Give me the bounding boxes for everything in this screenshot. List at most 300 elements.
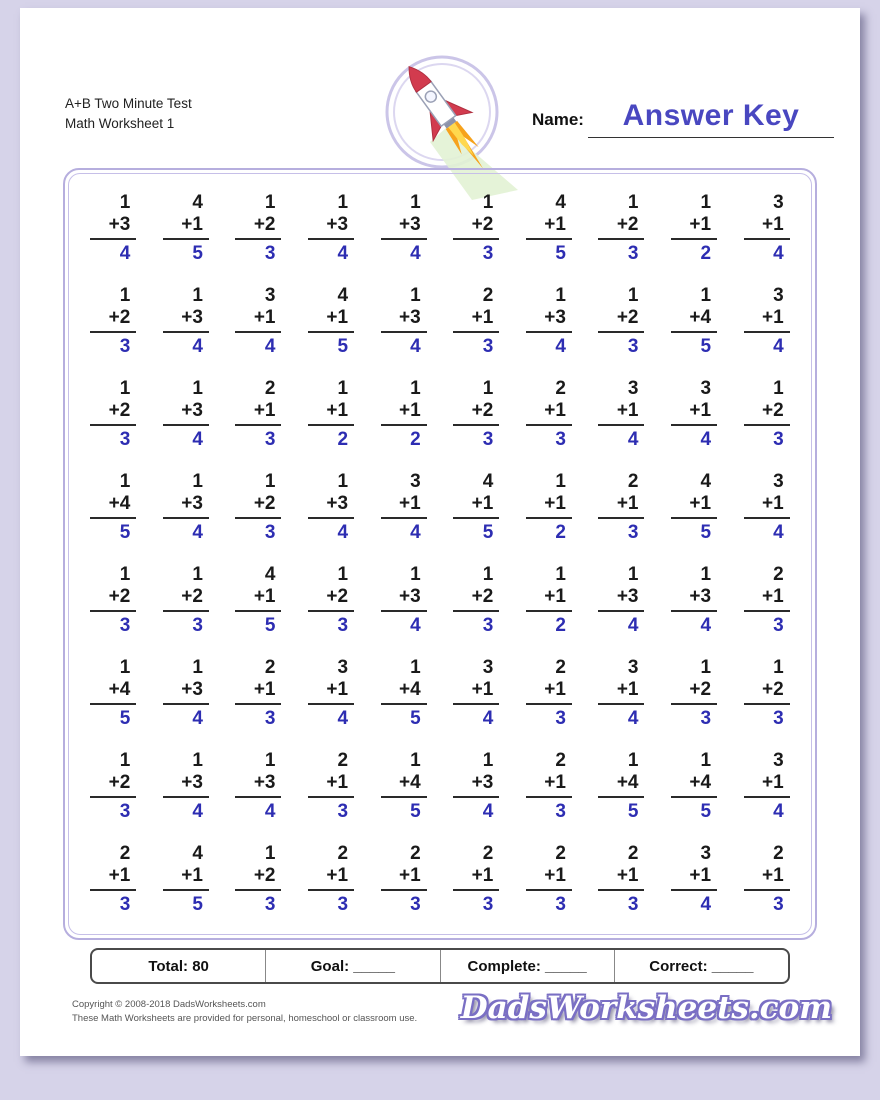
problem-top-operand: 1 [773,378,784,399]
problem-bottom-operand: +1 [671,214,717,240]
problem-bottom-operand: +2 [90,586,136,612]
problem-top-operand: 1 [119,471,131,492]
problem-cell [744,843,790,916]
problem-answer: 5 [700,522,712,543]
problem-cell [163,750,209,823]
problem-bottom-operand: +3 [163,400,209,426]
problem-bottom-operand: +1 [671,865,717,891]
problem-top-operand: 3 [773,750,784,771]
problem-top-operand: 1 [410,378,421,399]
problem-answer: 3 [555,708,566,729]
problem-bottom-operand: +2 [90,307,136,333]
problem-bottom-operand: +2 [453,400,499,426]
problem-bottom-operand: +3 [163,493,209,519]
problem-answer: 3 [119,615,131,636]
problem-top-operand: 2 [337,750,349,771]
problem-top-operand: 4 [555,192,566,213]
problem-cell [526,285,572,358]
problem-cell [163,657,209,730]
worksheet-page [20,8,860,1056]
problem-bottom-operand: +3 [163,679,209,705]
problem-answer: 3 [482,894,494,915]
problem-top-operand: 2 [264,378,276,399]
problem-answer: 3 [119,801,131,822]
problem-top-operand: 3 [337,657,349,678]
correct-cell: Correct: _____ [649,957,754,975]
problem-answer: 3 [264,243,276,264]
problem-bottom-operand: +1 [598,865,644,891]
problem-bottom-operand: +1 [671,493,717,519]
problem-top-operand: 3 [627,657,639,678]
problem-top-operand: 1 [264,750,276,771]
problem-bottom-operand: +2 [163,586,209,612]
problem-answer: 4 [410,615,421,636]
problem-top-operand: 1 [192,564,203,585]
problem-bottom-operand: +1 [308,772,354,798]
problem-cell [235,750,281,823]
problem-top-operand: 1 [119,564,131,585]
problem-cell [308,285,354,358]
problem-cell [453,657,499,730]
problem-top-operand: 1 [119,285,131,306]
problem-cell [453,285,499,358]
problem-top-operand: 1 [337,192,349,213]
problem-answer: 4 [192,336,203,357]
problem-top-operand: 4 [337,285,349,306]
problem-bottom-operand: +1 [453,865,499,891]
problem-answer: 5 [482,522,494,543]
problem-cell [671,750,717,823]
problem-answer: 2 [700,243,712,264]
problem-answer: 3 [119,429,131,450]
problem-answer: 4 [555,336,566,357]
complete-cell: Complete: _____ [441,950,615,982]
copyright-text: Copyright © 2008-2018 DadsWorksheets.com [72,999,266,1010]
problem-answer: 5 [627,801,639,822]
problem-answer: 3 [555,429,566,450]
problem-answer: 4 [700,615,712,636]
problem-top-operand: 1 [482,192,494,213]
problem-answer: 3 [773,894,784,915]
problem-bottom-operand: +3 [381,214,427,240]
problem-answer: 4 [482,708,494,729]
problem-answer: 5 [337,336,349,357]
problem-answer: 2 [410,429,421,450]
problem-top-operand: 2 [773,564,784,585]
problem-answer: 3 [410,894,421,915]
problem-cell [526,750,572,823]
problem-bottom-operand: +1 [744,307,790,333]
problem-cell [308,750,354,823]
problem-cell [235,192,281,265]
problem-top-operand: 3 [410,471,421,492]
problem-bottom-operand: +1 [90,865,136,891]
problem-bottom-operand: +2 [453,586,499,612]
problem-top-operand: 1 [119,750,131,771]
problem-top-operand: 2 [555,378,566,399]
problem-top-operand: 1 [700,750,712,771]
problem-answer: 3 [264,894,276,915]
problem-top-operand: 1 [192,378,203,399]
problem-bottom-operand: +1 [744,865,790,891]
problem-top-operand: 3 [627,378,639,399]
problem-top-operand: 3 [700,378,712,399]
problem-top-operand: 4 [192,843,203,864]
problem-top-operand: 1 [192,471,203,492]
problem-bottom-operand: +4 [90,679,136,705]
problem-bottom-operand: +2 [90,400,136,426]
problem-answer: 4 [773,243,784,264]
problem-top-operand: 1 [264,192,276,213]
problem-top-operand: 1 [119,378,131,399]
problem-answer: 4 [192,801,203,822]
problem-cell [381,564,427,637]
problem-bottom-operand: +1 [235,400,281,426]
problem-top-operand: 1 [627,750,639,771]
license-text: These Math Worksheets are provided for personal, homeschool or classroom use. [72,1013,418,1024]
problem-bottom-operand: +2 [453,214,499,240]
problem-bottom-operand: +1 [235,586,281,612]
problem-bottom-operand: +3 [308,214,354,240]
problem-bottom-operand: +2 [308,586,354,612]
problem-top-operand: 1 [555,471,566,492]
problem-bottom-operand: +1 [308,679,354,705]
problem-bottom-operand: +4 [381,679,427,705]
problem-answer: 3 [337,801,349,822]
problem-top-operand: 4 [482,471,494,492]
problem-top-operand: 1 [700,192,712,213]
problem-answer: 3 [337,894,349,915]
problem-answer: 4 [119,243,131,264]
problem-top-operand: 1 [700,657,712,678]
problem-answer: 5 [700,801,712,822]
problem-bottom-operand: +3 [526,307,572,333]
problem-cell [744,285,790,358]
problem-cell [235,378,281,451]
problem-bottom-operand: +2 [235,493,281,519]
problem-bottom-operand: +1 [744,493,790,519]
problem-top-operand: 1 [410,564,421,585]
problem-top-operand: 1 [264,471,276,492]
problem-cell [308,564,354,637]
problem-answer: 5 [700,336,712,357]
worksheet-title-line1: A+B Two Minute Test [65,96,192,111]
problem-bottom-operand: +1 [381,493,427,519]
problem-answer: 3 [482,243,494,264]
problem-bottom-operand: +1 [308,865,354,891]
problem-cell [671,657,717,730]
problem-cell [235,843,281,916]
problem-cell [90,471,136,544]
problem-answer: 3 [119,336,131,357]
problem-bottom-operand: +4 [381,772,427,798]
worksheet-title [65,94,192,134]
footer-fine-print [72,998,417,1026]
problem-top-operand: 1 [264,843,276,864]
problem-answer: 2 [337,429,349,450]
problem-cell [90,192,136,265]
problem-cell [308,192,354,265]
problem-cell [163,471,209,544]
problem-top-operand: 3 [773,285,784,306]
problem-top-operand: 1 [337,564,349,585]
problem-cell [163,564,209,637]
goal-cell: Goal: _____ [266,950,440,982]
problem-top-operand: 1 [482,564,494,585]
problem-answer: 3 [700,708,712,729]
problem-bottom-operand: +1 [308,307,354,333]
problem-top-operand: 4 [700,471,712,492]
problem-top-operand: 1 [410,750,421,771]
problem-cell [744,750,790,823]
problem-answer: 4 [773,336,784,357]
problem-answer: 3 [627,336,639,357]
problem-cell [453,192,499,265]
problem-bottom-operand: +1 [453,307,499,333]
problem-bottom-operand: +3 [308,493,354,519]
problem-cell [671,471,717,544]
problem-cell [453,843,499,916]
problem-cell [744,657,790,730]
problem-answer: 3 [337,615,349,636]
problem-top-operand: 1 [337,471,349,492]
problem-answer: 5 [264,615,276,636]
problem-grid [77,182,803,926]
problem-top-operand: 1 [700,285,712,306]
problem-cell [90,843,136,916]
problem-cell [381,657,427,730]
problem-bottom-operand: +1 [526,586,572,612]
problem-bottom-operand: +1 [671,400,717,426]
problem-answer: 5 [119,708,131,729]
problem-answer: 4 [192,522,203,543]
problem-cell [163,285,209,358]
problem-cell [598,750,644,823]
problem-top-operand: 1 [410,285,421,306]
problem-answer: 5 [410,801,421,822]
problem-cell [90,564,136,637]
problem-top-operand: 2 [555,750,566,771]
problem-answer: 3 [773,615,784,636]
problem-answer: 5 [192,894,203,915]
problem-cell [671,564,717,637]
problem-bottom-operand: +1 [526,493,572,519]
problem-bottom-operand: +1 [381,400,427,426]
worksheet-title-line2: Math Worksheet 1 [65,116,175,131]
problem-bottom-operand: +3 [381,586,427,612]
problem-answer: 5 [192,243,203,264]
problem-top-operand: 1 [192,657,203,678]
problem-cell [671,378,717,451]
problem-top-operand: 1 [410,192,421,213]
problem-top-operand: 1 [555,564,566,585]
problem-answer: 3 [773,429,784,450]
problem-top-operand: 2 [482,843,494,864]
problem-top-operand: 1 [482,750,494,771]
problem-answer: 3 [555,801,566,822]
problem-cell [526,471,572,544]
problem-top-operand: 1 [627,564,639,585]
problem-answer: 3 [192,615,203,636]
problem-cell [453,471,499,544]
problem-top-operand: 3 [700,843,712,864]
problem-bottom-operand: +1 [453,679,499,705]
problem-top-operand: 2 [555,657,566,678]
problem-bottom-operand: +4 [671,307,717,333]
problem-top-operand: 4 [264,564,276,585]
problem-answer: 5 [555,243,566,264]
problem-answer: 3 [264,522,276,543]
problem-top-operand: 1 [119,657,131,678]
problem-bottom-operand: +3 [671,586,717,612]
problem-cell [90,657,136,730]
problem-bottom-operand: +1 [744,214,790,240]
problem-bottom-operand: +2 [744,400,790,426]
problem-cell [526,843,572,916]
problem-cell [163,192,209,265]
problem-bottom-operand: +1 [308,400,354,426]
problem-top-operand: 2 [119,843,131,864]
problem-answer: 4 [700,429,712,450]
problem-answer: 4 [482,801,494,822]
problem-cell [90,285,136,358]
problem-bottom-operand: +1 [526,214,572,240]
problem-bottom-operand: +1 [526,679,572,705]
problem-top-operand: 2 [627,843,639,864]
problem-answer: 4 [337,708,349,729]
problem-top-operand: 1 [627,285,639,306]
problem-cell [453,378,499,451]
problem-cell [598,378,644,451]
problem-bottom-operand: +2 [235,865,281,891]
problem-top-operand: 2 [337,843,349,864]
problem-cell [90,750,136,823]
problem-top-operand: 1 [119,192,131,213]
problem-cell [453,564,499,637]
problem-answer: 3 [482,336,494,357]
problem-bottom-operand: +1 [598,493,644,519]
problem-top-operand: 1 [627,192,639,213]
problem-bottom-operand: +1 [381,865,427,891]
problem-answer: 3 [627,243,639,264]
problem-cell [308,378,354,451]
problem-bottom-operand: +1 [526,772,572,798]
problem-answer: 2 [555,522,566,543]
problem-answer: 3 [119,894,131,915]
problem-bottom-operand: +1 [598,679,644,705]
problem-cell [671,285,717,358]
problem-cell [381,192,427,265]
problem-cell [235,471,281,544]
problem-bottom-operand: +3 [381,307,427,333]
problem-cell [744,564,790,637]
problem-cell [308,657,354,730]
problem-answer: 2 [555,615,566,636]
problem-cell [598,843,644,916]
problem-answer: 3 [773,708,784,729]
problem-cell [235,564,281,637]
problem-answer: 4 [410,336,421,357]
problem-cell [235,657,281,730]
problem-cell [90,378,136,451]
problem-bottom-operand: +2 [744,679,790,705]
problem-answer: 4 [410,243,421,264]
problem-cell [381,471,427,544]
problem-answer: 5 [410,708,421,729]
problem-cell [744,471,790,544]
problem-cell [598,192,644,265]
problem-cell [671,192,717,265]
problem-bottom-operand: +4 [90,493,136,519]
problem-answer: 4 [264,336,276,357]
problem-grid-border [63,168,817,940]
problem-bottom-operand: +3 [163,772,209,798]
problem-bottom-operand: +4 [598,772,644,798]
problem-top-operand: 3 [264,285,276,306]
problem-top-operand: 2 [773,843,784,864]
problem-cell [526,564,572,637]
problem-bottom-operand: +3 [453,772,499,798]
problem-cell [526,378,572,451]
score-summary-box [90,948,790,984]
problem-bottom-operand: +1 [163,214,209,240]
problem-top-operand: 2 [627,471,639,492]
problem-answer: 3 [555,894,566,915]
problem-bottom-operand: +1 [744,772,790,798]
problem-answer: 4 [627,708,639,729]
problem-top-operand: 1 [410,657,421,678]
problem-cell [163,378,209,451]
dadsworksheets-logo: DadsWorksheets.com [460,990,832,1026]
problem-top-operand: 1 [482,378,494,399]
problem-top-operand: 4 [192,192,203,213]
problem-cell [598,657,644,730]
problem-bottom-operand: +4 [671,772,717,798]
problem-answer: 4 [627,615,639,636]
problem-bottom-operand: +1 [598,400,644,426]
problem-bottom-operand: +3 [163,307,209,333]
problem-answer: 3 [264,708,276,729]
problem-top-operand: 3 [482,657,494,678]
problem-top-operand: 3 [773,471,784,492]
problem-answer: 3 [264,429,276,450]
problem-cell [526,657,572,730]
problem-cell [453,750,499,823]
problem-top-operand: 1 [555,285,566,306]
problem-bottom-operand: +3 [90,214,136,240]
problem-top-operand: 3 [773,192,784,213]
problem-top-operand: 2 [482,285,494,306]
problem-cell [308,843,354,916]
problem-cell [744,378,790,451]
problem-answer: 4 [337,522,349,543]
problem-bottom-operand: +2 [598,214,644,240]
problem-answer: 3 [627,522,639,543]
problem-top-operand: 1 [192,285,203,306]
problem-bottom-operand: +2 [235,214,281,240]
problem-cell [381,750,427,823]
problem-cell [598,285,644,358]
problem-answer: 4 [192,708,203,729]
total-cell: Total: 80 [92,950,266,982]
problem-answer: 3 [482,615,494,636]
problem-bottom-operand: +3 [235,772,281,798]
problem-bottom-operand: +2 [90,772,136,798]
problem-top-operand: 1 [773,657,784,678]
problem-cell [526,192,572,265]
problem-bottom-operand: +3 [598,586,644,612]
problem-bottom-operand: +1 [235,307,281,333]
